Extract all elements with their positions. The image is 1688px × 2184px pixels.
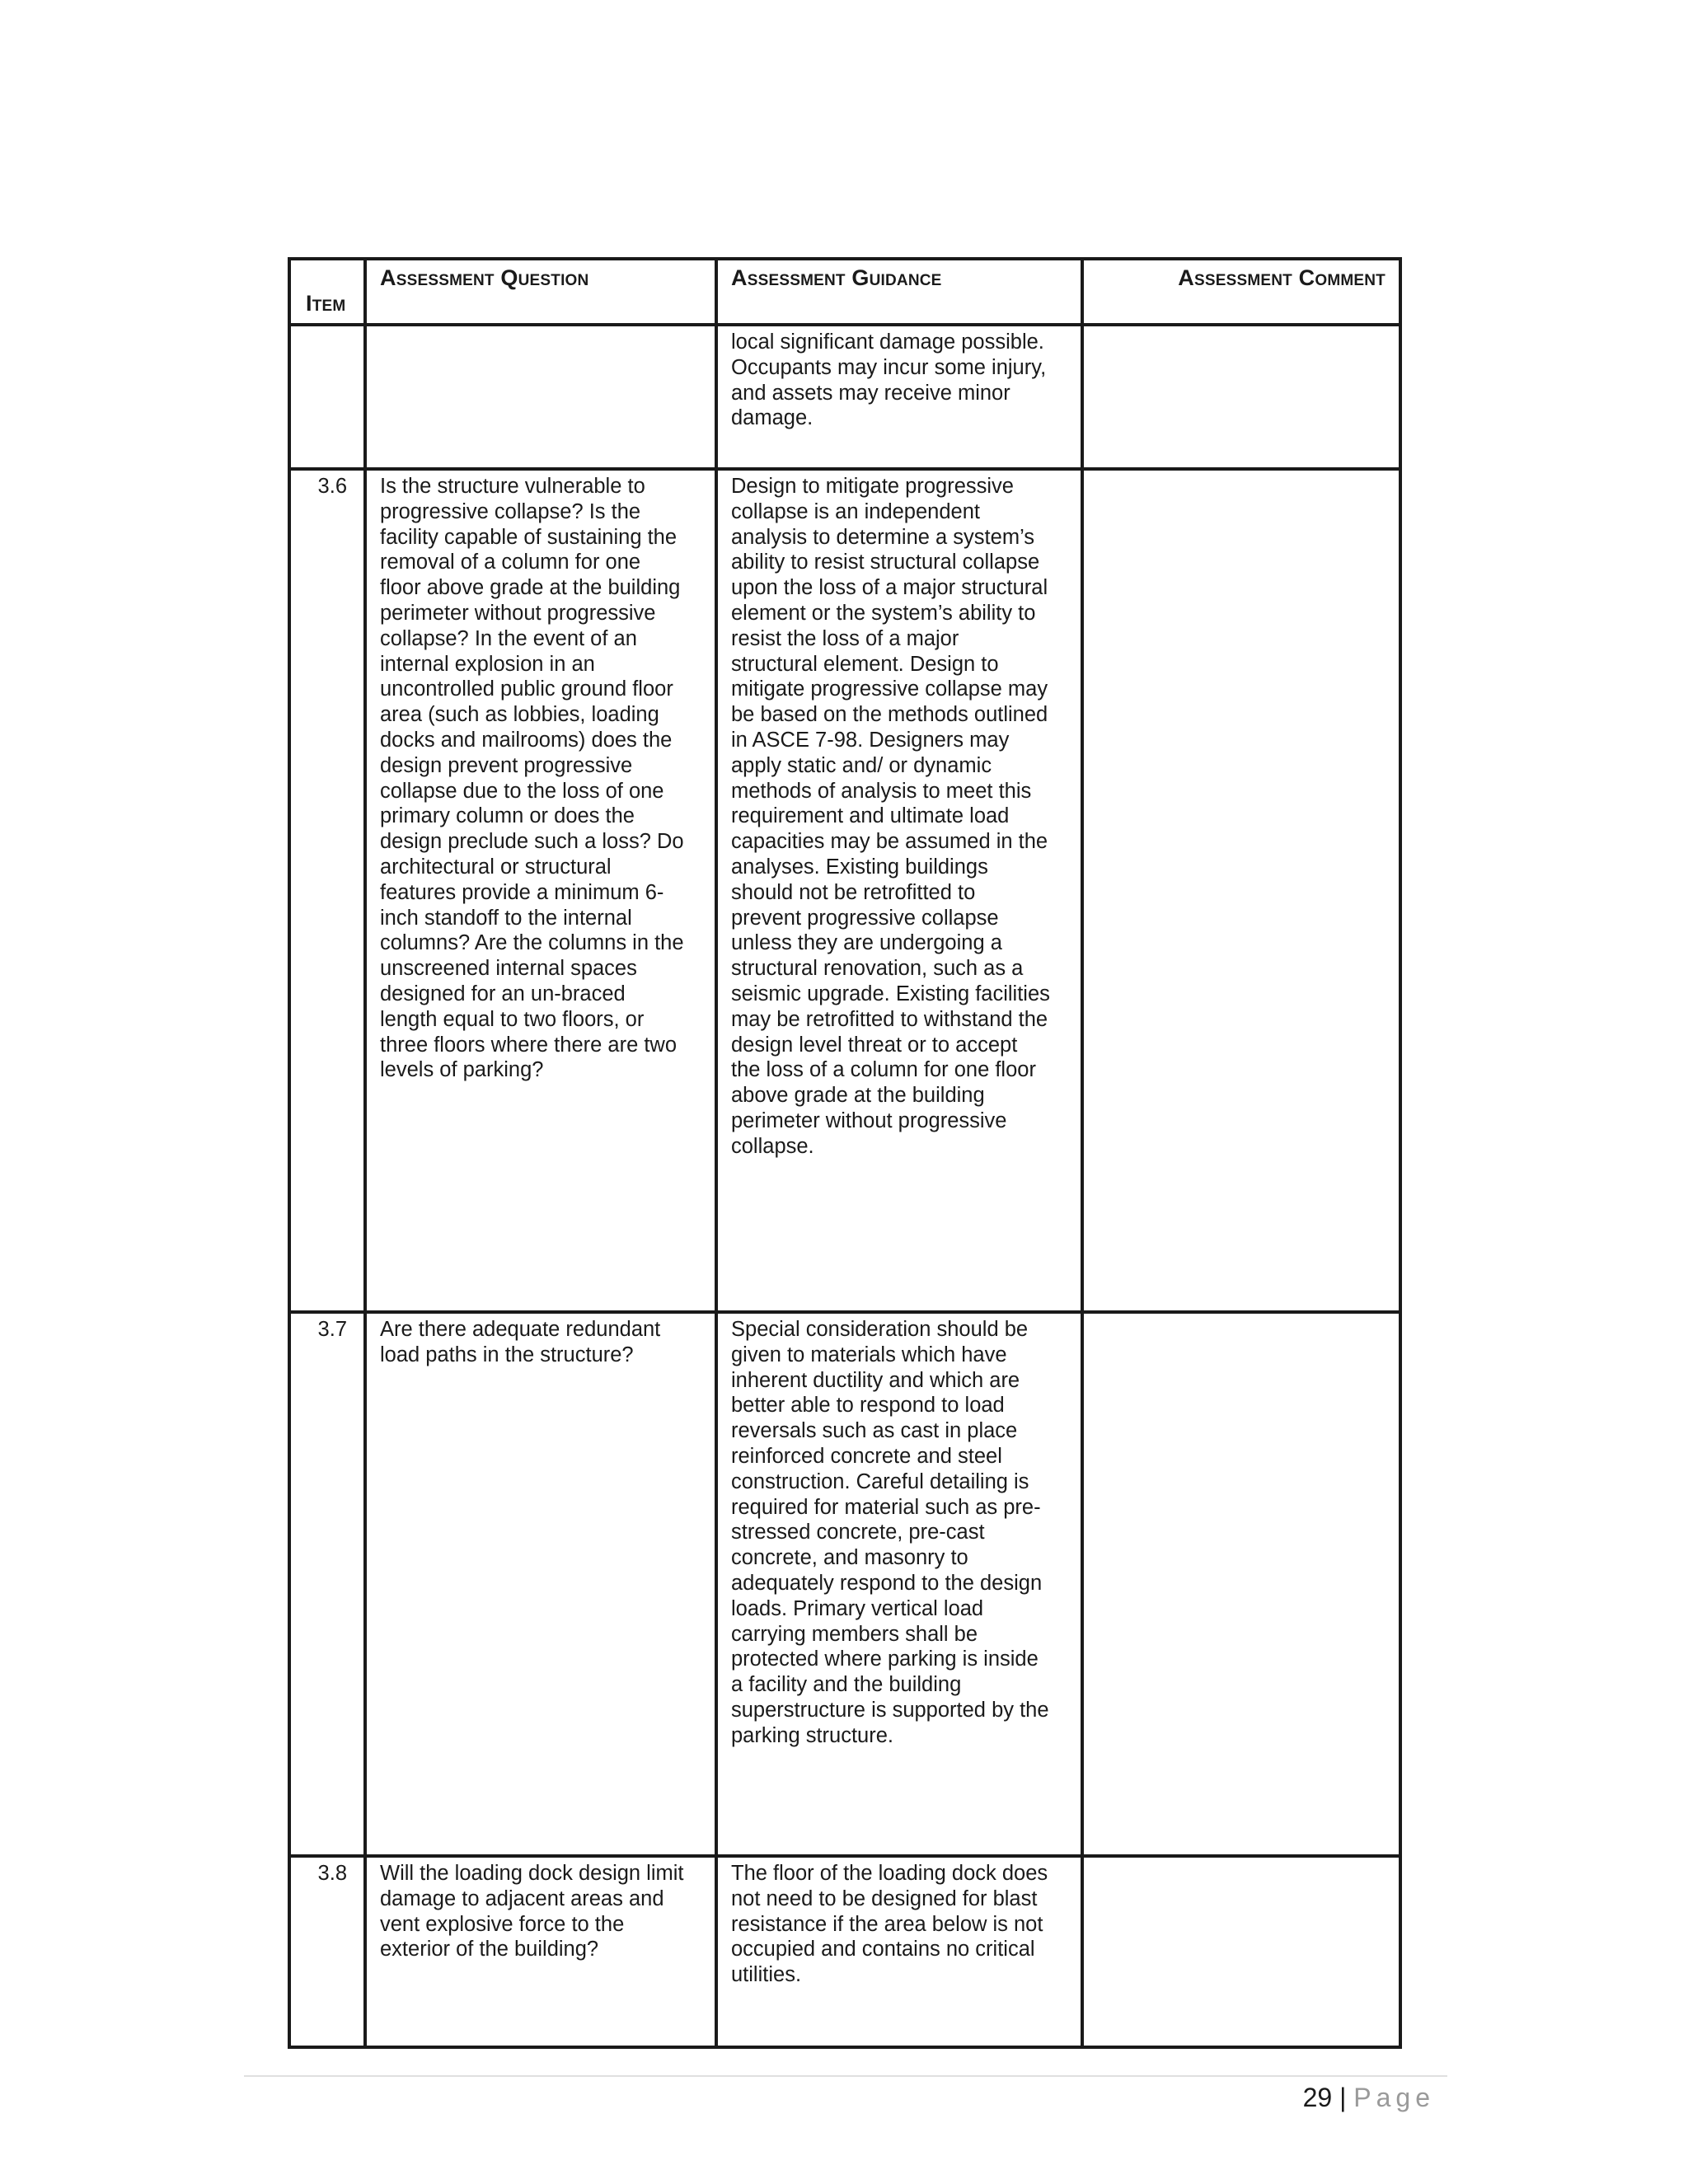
assessment-table [288,257,1402,2049]
header-comment-label: Assessment Comment [1178,265,1386,290]
comment-cell[interactable] [1082,1856,1400,2047]
question-text: Are there adequate redundant load paths in the structure? [380,1318,661,1366]
guidance-text: Special consideration should be given to materials which have inherent ductility and which are better able to respond to load reversals such as cast in place reinforced concrete and steel construction. Careful detailing is required for material such as pre- stressed concrete, pre-cast concrete, and masonry to adequately respond to the design loads. Primary vertical load carrying members shall be protected where parking is inside a facility and the building superstructure is supported by the parking structure. [731,1318,1049,1747]
page-footer [1303,2083,1435,2113]
guidance-text: The floor of the loading dock does not need to be designed for blast resistance if the area below is not occupied and contains no critical utilities. [731,1862,1048,1987]
comment-cell[interactable] [1082,1312,1400,1856]
item-number [291,326,363,330]
guidance-text: Design to mitigate progressive collapse is an independent analysis to determine a system’s ability to resist structural collapse upon the loss of a major structural element or the system’s ability to resist the loss of a major structural element. Design to mitigate progressive collapse may be based on the methods outlined in ASCE 7-98. Designers may apply static and/ or dynamic methods of analysis to meet this requirement and ultimate load capacities may be assumed in the analyses. Existing buildings should not be retrofitted to prevent progressive collapse unless they are undergoing a structural renovation, such as a seismic upgrade. Existing facilities may be retrofitted to withstand the design level threat or to accept the loss of a column for one floor above grade at the building perimeter without progressive collapse. [731,475,1050,1158]
table-row [289,325,1400,469]
table-row [289,1312,1400,1856]
header-question-label: Assessment Question [380,265,589,290]
question-cell [365,1856,716,2047]
header-item-label: Item [306,291,346,316]
comment-text [1084,1858,1399,1861]
question-cell [365,1312,716,1856]
guidance-cell [716,325,1082,469]
guidance-text: local significant damage possible. Occupants may incur some injury, and assets may receive minor damage. [731,330,1047,430]
header-comment [1082,259,1400,325]
question-text: Will the loading dock design limit damage to adjacent areas and vent explosive force to the exterior of the building? [380,1862,684,1961]
footer-divider [244,2075,1447,2077]
page-label: Page [1353,2083,1435,2112]
table-header-row [289,259,1400,325]
item-cell [289,469,365,1312]
table-row [289,1856,1400,2047]
comment-cell[interactable] [1082,325,1400,469]
question-cell [365,325,716,469]
item-number: 3.6 [317,475,347,498]
header-guidance-label: Assessment Guidance [731,265,942,290]
comment-text [1084,1314,1399,1317]
item-cell [289,1856,365,2047]
item-cell [289,325,365,469]
comment-text [1084,471,1399,474]
item-cell [289,1312,365,1856]
header-guidance [716,259,1082,325]
header-item [289,259,365,325]
item-number: 3.7 [317,1318,347,1341]
question-text: Is the structure vulnerable to progressive collapse? Is the facility capable of sustaining the removal of a column for one floor above grade at the building perimeter without progressive collapse? In the event of an internal explosion in an uncontrolled public ground floor area (such as lobbies, loading docks and mailrooms) does the design prevent progressive collapse due to the loss of one primary column or does the design preclude such a loss? Do architectural or structural features provide a minimum 6- inch standoff to the internal columns? Are the columns in the unscreened internal spaces designed for an un-braced length equal to two floors, or three floors where there are two levels of parking? [380,475,684,1082]
page-separator: | [1339,2083,1347,2112]
comment-text [1084,326,1399,330]
guidance-cell [716,1856,1082,2047]
guidance-cell [716,1312,1082,1856]
page-number: 29 [1302,2083,1333,2112]
comment-cell[interactable] [1082,469,1400,1312]
question-cell [365,469,716,1312]
table-row [289,469,1400,1312]
assessment-table-container [288,257,1399,2049]
guidance-cell [716,469,1082,1312]
header-question [365,259,716,325]
question-text [367,326,715,330]
item-number: 3.8 [317,1862,347,1885]
